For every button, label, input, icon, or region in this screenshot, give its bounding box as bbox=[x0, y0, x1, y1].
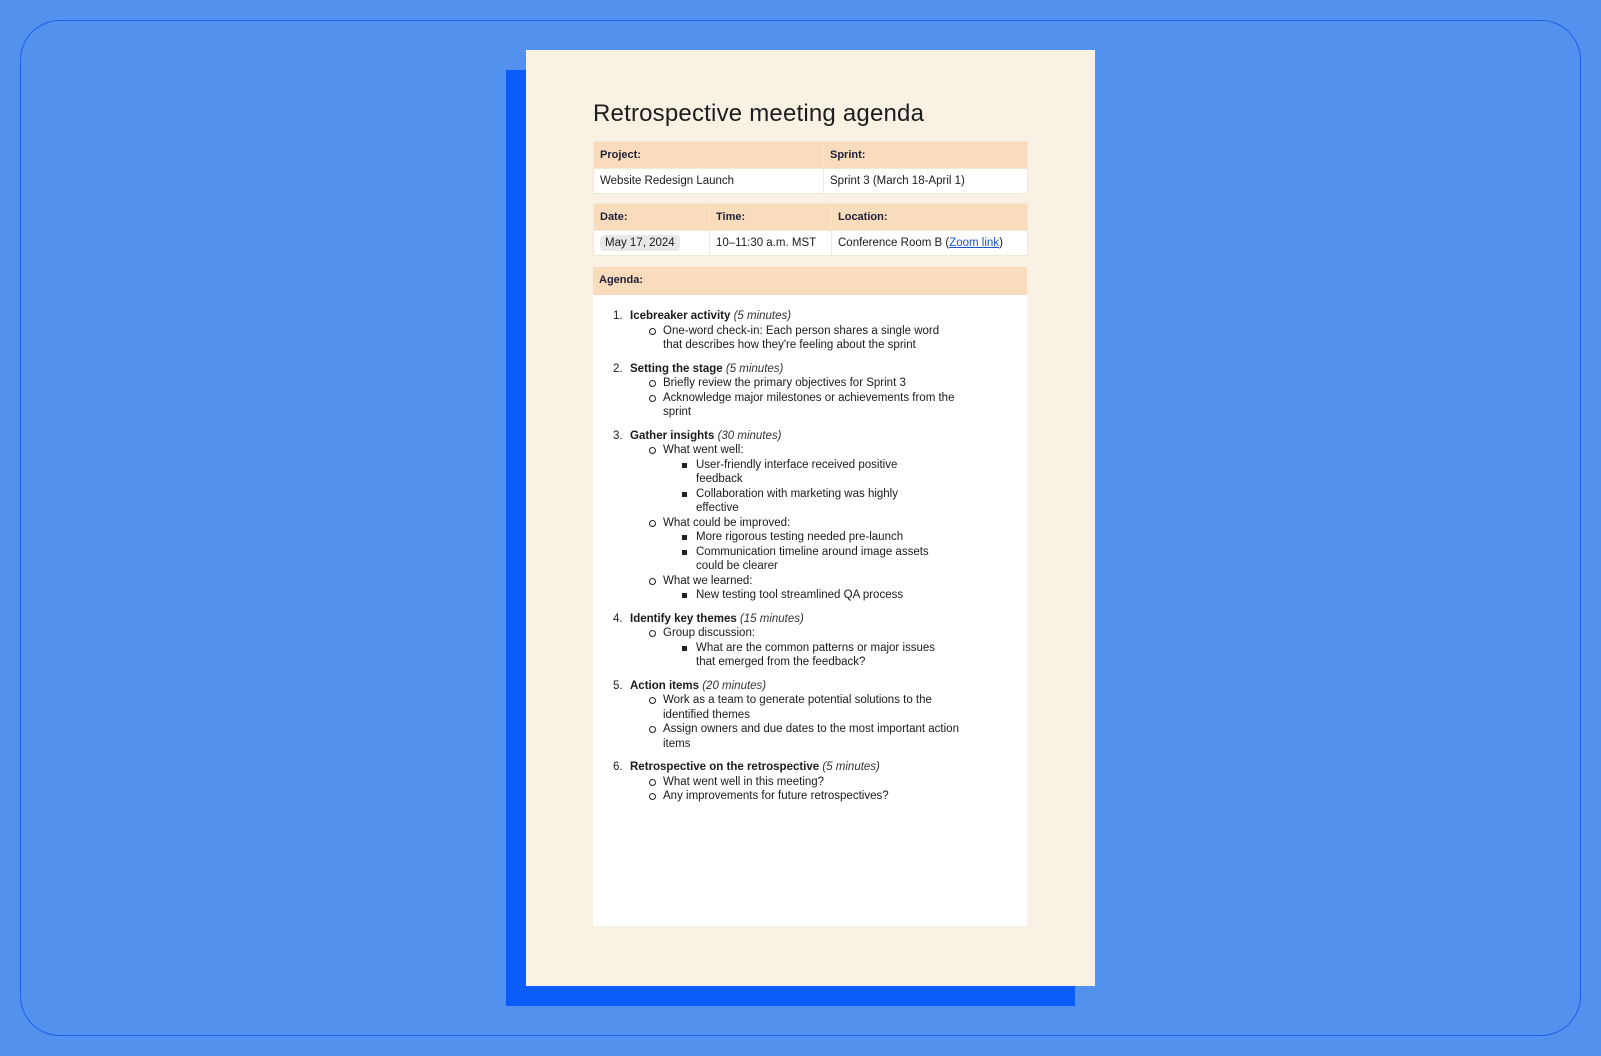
project-value: Website Redesign Launch bbox=[594, 169, 824, 194]
detail-item: What are the common patterns or major issues that emerged from the feedback? bbox=[680, 641, 942, 670]
project-label: Project: bbox=[594, 142, 824, 169]
item-title: Retrospective on the retrospective bbox=[630, 761, 820, 773]
time-label: Time: bbox=[710, 204, 832, 231]
project-table bbox=[593, 141, 1028, 194]
date-cell bbox=[594, 231, 710, 256]
item-duration: (5 minutes) bbox=[822, 761, 880, 773]
item-duration: (30 minutes) bbox=[717, 429, 782, 442]
sub-item: What we learned: New testing tool streamlined QA process bbox=[647, 574, 959, 603]
item-title: Setting the stage bbox=[630, 362, 723, 375]
sub-item: What went well: User-friendly interface received positive feedback Collaboration with marketing was highly effective bbox=[647, 443, 959, 516]
detail-item: Collaboration with marketing was highly effective bbox=[680, 487, 942, 516]
zoom-link[interactable]: Zoom link bbox=[949, 237, 1000, 249]
date-chip[interactable]: May 17, 2024 bbox=[600, 235, 680, 251]
schedule-table bbox=[593, 203, 1028, 256]
location-label: Location: bbox=[832, 204, 1028, 231]
agenda-list bbox=[613, 309, 1007, 804]
item-number: 1. bbox=[613, 310, 623, 322]
agenda-item bbox=[613, 362, 1007, 420]
item-number: 4. bbox=[613, 612, 623, 625]
sprint-value: Sprint 3 (March 18-April 1) bbox=[824, 169, 1028, 194]
item-title: Icebreaker activity bbox=[630, 310, 731, 322]
agenda-item bbox=[613, 612, 1007, 670]
item-duration: (5 minutes) bbox=[733, 310, 792, 322]
sub-item: One-word check-in: Each person shares a single word that describes how they're feeling about the sprint bbox=[647, 324, 959, 353]
sub-item: Acknowledge major milestones or achievements from the sprint bbox=[647, 391, 959, 420]
item-title: Gather insights bbox=[630, 429, 715, 442]
item-title: Identify key themes bbox=[630, 612, 737, 625]
detail-item: More rigorous testing needed pre-launch bbox=[680, 530, 942, 545]
agenda-item bbox=[613, 429, 1007, 603]
item-number: 6. bbox=[613, 761, 623, 773]
item-duration: (20 minutes) bbox=[702, 679, 767, 692]
sub-item: What could be improved: More rigorous testing needed pre-launch Communication timeline around image assets could be clearer bbox=[647, 516, 959, 574]
agenda-item bbox=[613, 309, 1007, 353]
sub-item: What went well in this meeting? bbox=[647, 775, 959, 790]
agenda-body bbox=[593, 295, 1027, 926]
detail-item: Communication timeline around image assets could be clearer bbox=[680, 545, 942, 574]
detail-item: User-friendly interface received positive feedback bbox=[680, 458, 942, 487]
agenda-item bbox=[613, 760, 1007, 804]
sub-item: Assign owners and due dates to the most important action items bbox=[647, 722, 959, 751]
sub-item: Work as a team to generate potential solutions to the identified themes bbox=[647, 693, 959, 722]
sprint-label: Sprint: bbox=[824, 142, 1028, 169]
detail-item: New testing tool streamlined QA process bbox=[680, 588, 942, 603]
page-title: Retrospective meeting agenda bbox=[593, 100, 925, 127]
agenda-label: Agenda: bbox=[593, 267, 1027, 295]
date-label: Date: bbox=[594, 204, 710, 231]
item-number: 2. bbox=[613, 362, 623, 375]
time-value: 10–11:30 a.m. MST bbox=[710, 231, 832, 256]
agenda-item bbox=[613, 679, 1007, 752]
sub-item: Any improvements for future retrospectives? bbox=[647, 789, 959, 804]
sub-item: Briefly review the primary objectives for Sprint 3 bbox=[647, 376, 959, 391]
item-number: 5. bbox=[613, 679, 623, 692]
item-number: 3. bbox=[613, 429, 623, 442]
location-value bbox=[832, 231, 1028, 256]
item-title: Action items bbox=[630, 679, 700, 692]
document-page bbox=[526, 50, 1095, 986]
item-duration: (5 minutes) bbox=[725, 362, 784, 375]
item-duration: (15 minutes) bbox=[739, 612, 804, 625]
location-prefix: Conference Room B ( bbox=[838, 237, 950, 249]
location-suffix: ) bbox=[999, 237, 1003, 249]
sub-item: Group discussion: What are the common patterns or major issues that emerged from the feedback? bbox=[647, 626, 959, 670]
